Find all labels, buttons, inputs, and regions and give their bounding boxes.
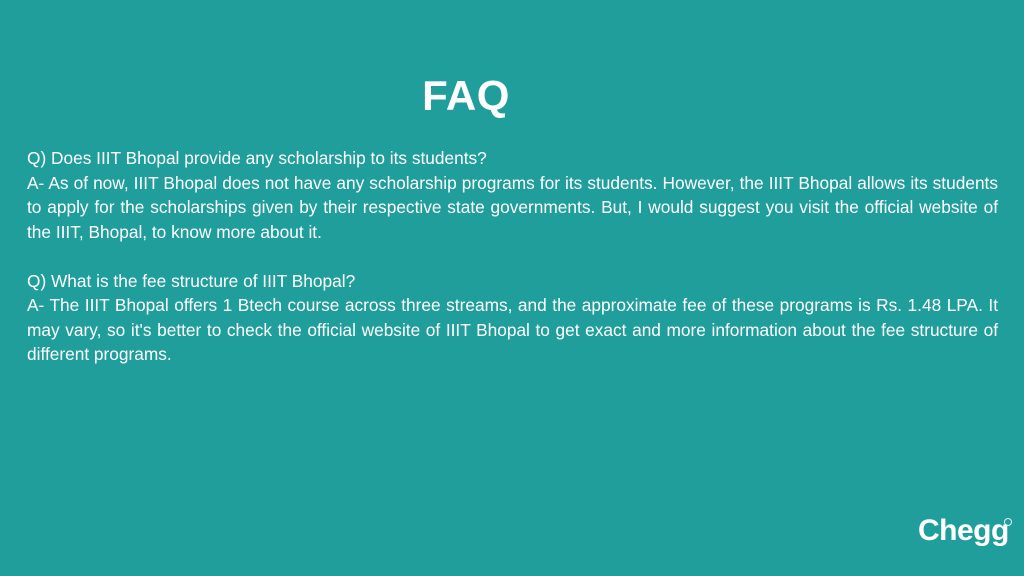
faq-answer: A- The IIIT Bhopal offers 1 Btech course across three streams, and the approximate fee of these programs is Rs. 1.48 LPA. It may vary, so it's better to check the official website of IIIT Bhopal to get exact and more information about the fee structure of different programs.: [27, 295, 998, 364]
faq-item: [27, 269, 998, 367]
logo-wordmark: Chegg: [918, 514, 1009, 547]
faq-item: [27, 146, 998, 244]
registered-mark-icon: [1004, 518, 1012, 526]
faq-answer: A- As of now, IIIT Bhopal does not have any scholarship programs for its students. However, the IIIT Bhopal allows its students to apply for the scholarships given by their respective state governments. But, I would suggest you visit the official website of the IIIT, Bhopal, to know more about it.: [27, 172, 998, 242]
faq-question: Q) What is the fee structure of IIIT Bhopal?: [27, 270, 356, 291]
faq-question: Q) Does IIIT Bhopal provide any scholarship to its students?: [27, 148, 487, 168]
faq-list: [27, 146, 998, 367]
chegg-logo: [918, 511, 1014, 551]
slide-title: FAQ: [422, 72, 510, 119]
